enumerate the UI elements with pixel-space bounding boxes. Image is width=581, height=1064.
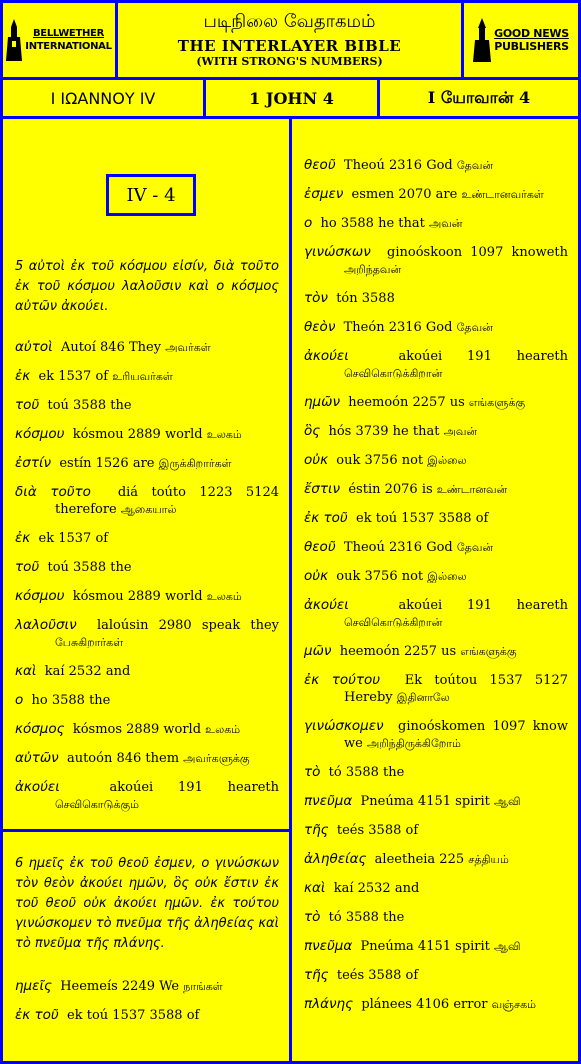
tamil-word: உண்டானவர்கள்	[461, 188, 544, 201]
left-column-lower	[3, 832, 289, 1061]
translation: diá toúto 1223 5124 therefore	[55, 485, 280, 517]
tamil-word: அறிந்தவன்	[344, 263, 402, 276]
interlinear-entry	[304, 764, 568, 781]
tamil-word: நாங்கள்	[183, 980, 223, 993]
tamil-word: அவர்களுக்கு	[183, 752, 250, 765]
translation: Theón 2316 God	[343, 320, 453, 335]
title-block	[118, 3, 461, 77]
translation: autoón 846 them	[66, 751, 180, 766]
interlinear-entry	[15, 779, 279, 813]
tamil-word: தேவன்	[456, 541, 494, 554]
translation: kaí 2532 and	[44, 664, 131, 679]
right-logo-line2: PUBLISHERS	[494, 40, 569, 53]
title-tamil: படிநிலை வேதாகமம்	[203, 11, 376, 32]
title-english: THE INTERLAYER BIBLE	[177, 37, 402, 55]
greek-word: αὐτῶν	[15, 750, 59, 766]
translation: Theoú 2316 God	[343, 540, 453, 555]
right-column	[292, 119, 578, 1061]
translation: teés 3588 of	[336, 968, 419, 983]
greek-word: ο	[304, 215, 313, 231]
greek-word: ἐκ τοῦ	[15, 1007, 59, 1023]
translation: kósmou 2889 world	[72, 427, 203, 442]
translation: tón 3588	[336, 291, 395, 306]
greek-word: τὸν	[304, 290, 328, 306]
greek-word: γινώσκομεν	[304, 718, 384, 734]
interlinear-entry	[304, 672, 568, 706]
greek-word: τὸ	[304, 909, 321, 925]
translation: ginoóskomen 1097 know we	[344, 719, 569, 751]
interlinear-entry	[304, 452, 568, 469]
translation: ginoóskoon 1097 knoweth	[387, 245, 568, 260]
greek-word: γινώσκων	[304, 244, 371, 260]
greek-word: ἐστίν	[15, 455, 52, 471]
greek-word: κόσμος	[15, 721, 65, 737]
tamil-word: அறிந்திருக்கிறோம்	[366, 737, 461, 750]
translation: ouk 3756 not	[336, 569, 424, 584]
interlinear-entry	[15, 721, 279, 738]
translation: ho 3588 the	[31, 693, 111, 708]
title-subtitle: (WITH STRONG'S NUMBERS)	[196, 55, 383, 68]
tamil-word: இருக்கிறார்கள்	[158, 457, 232, 470]
greek-word: καὶ	[304, 880, 326, 896]
interlinear-entry	[15, 1007, 279, 1024]
greek-word: ἀκούει	[304, 597, 349, 613]
ref-greek: I ΙΩΑΝΝΟΥ IV	[3, 80, 203, 116]
interlinear-entry	[304, 394, 568, 411]
translation: esmen 2070 are	[351, 187, 458, 202]
greek-word: κόσμου	[15, 588, 65, 604]
translation: tó 3588 the	[328, 765, 405, 780]
interlinear-entry	[15, 978, 279, 995]
translation: akoúei 191 heareth	[398, 598, 569, 613]
tamil-word: ஆவி	[494, 940, 521, 953]
verse-5-text: 5 αὐτοὶ ἐκ τοῦ κόσμου εἰσίν, διὰ τοῦτο ἐκ τοῦ κόσμου λαλοῦσιν καὶ ο κόσμος αὐτῶν ἀκούει.	[15, 259, 279, 314]
tamil-word: செவிகொடுக்கும்	[55, 798, 139, 811]
greek-word: κόσμου	[15, 426, 65, 442]
tamil-word: உரியவர்கள்	[112, 370, 173, 383]
interlinear-entry	[304, 215, 568, 232]
tamil-word: ஆகையால்	[120, 503, 177, 516]
interlinear-entry	[15, 530, 279, 547]
translation: Pneúma 4151 spirit	[360, 794, 490, 809]
interlinear-entry	[304, 880, 568, 897]
translation: heemoón 2257 us	[339, 644, 457, 659]
greek-word: ἀκούει	[15, 779, 60, 795]
interlinear-entry	[15, 663, 279, 680]
tamil-word: உண்டானவன்	[436, 483, 508, 496]
tamil-word: தேவன்	[456, 321, 493, 334]
bell-tower-icon	[6, 19, 22, 61]
chapter-verse-label: IV - 4	[106, 174, 196, 216]
right-logo-line1: GOOD NEWS	[494, 27, 569, 40]
interlinear-entry	[304, 822, 568, 839]
translation: heemoón 2257 us	[348, 395, 465, 410]
translation: Heemeís 2249 We	[60, 979, 180, 994]
interlinear-entry	[304, 643, 568, 660]
translation: ek 1537 of	[38, 369, 109, 384]
interlinear-entry	[304, 909, 568, 926]
ref-english: 1 JOHN 4	[206, 80, 377, 116]
greek-word: ἐκ τούτου	[304, 672, 381, 688]
translation: Theoú 2316 God	[343, 158, 453, 173]
tamil-word: இதினாலே	[396, 691, 450, 704]
translation: hós 3739 he that	[328, 424, 440, 439]
interlinear-entry	[15, 559, 279, 576]
interlinear-entry	[15, 750, 279, 767]
greek-word: θεὸν	[304, 319, 336, 335]
translation: toú 3588 the	[47, 398, 132, 413]
greek-word: ἐκ	[15, 530, 31, 546]
tamil-word: பேசுகிறார்கள்	[55, 636, 124, 649]
translation: ek toú 1537 3588 of	[67, 1008, 200, 1023]
greek-word: τοῦ	[15, 559, 40, 575]
tower-icon	[473, 18, 491, 62]
interlinear-entry	[304, 348, 568, 382]
interlinear-entry	[15, 588, 279, 605]
tamil-word: செவிகொடுக்கிறான்	[344, 367, 443, 380]
greek-word: οὐκ	[304, 568, 329, 584]
greek-word: πνεῦμα	[304, 938, 353, 954]
tamil-word: வஞ்சகம்	[491, 998, 536, 1011]
tamil-word: உலகம்	[206, 428, 242, 441]
interlinear-entry	[304, 423, 568, 440]
greek-word: πλάνης	[304, 996, 354, 1012]
tamil-word: எங்களுக்கு	[460, 645, 517, 658]
left-logo-line1: BELLWETHER	[32, 28, 104, 39]
tamil-word: செவிகொடுக்கிறான்	[344, 616, 443, 629]
verse-6-text: 6 ημεῖς ἐκ τοῦ θεοῦ ἐσμεν, ο γινώσκων τὸν θεὸν ἀκούει ημῶν, ὃς οὐκ ἔστιν ἐκ τοῦ θεοῦ οὐκ ἀκούει ημῶν. ἐκ τούτου γινώσκομεν τὸ πνεῦμα τῆς ἀληθείας καὶ τὸ πνεῦμα τῆς πλάνης.	[15, 856, 279, 951]
greek-word: ο	[15, 692, 24, 708]
translation: teés 3588 of	[336, 823, 419, 838]
translation: akoúei 191 heareth	[398, 349, 569, 364]
translation: Autoí 846 They	[60, 340, 162, 355]
greek-word: λαλοῦσιν	[15, 617, 77, 633]
translation: toú 3588 the	[47, 560, 132, 575]
translation: Pneúma 4151 spirit	[360, 939, 490, 954]
interlinear-entry	[304, 319, 568, 336]
greek-word: θεοῦ	[304, 539, 336, 555]
interlinear-entry	[304, 967, 568, 984]
greek-word: οὐκ	[304, 452, 329, 468]
interlinear-entry	[304, 186, 568, 203]
interlinear-entry	[15, 339, 279, 356]
translation: kósmou 2889 world	[72, 589, 203, 604]
tamil-word: அவர்கள்	[165, 341, 211, 354]
interlinear-entry	[15, 426, 279, 443]
greek-word: ἀληθείας	[304, 851, 367, 867]
tamil-word: ஆவி	[494, 795, 521, 808]
interlinear-entry	[304, 851, 568, 868]
left-column-upper	[3, 119, 289, 829]
interlinear-entry	[304, 539, 568, 556]
interlinear-entry	[15, 692, 279, 709]
left-logo-line2: INTERNATIONAL	[25, 41, 112, 52]
interlinear-entry	[304, 244, 568, 278]
greek-word: πνεῦμα	[304, 793, 353, 809]
greek-word: θεοῦ	[304, 157, 336, 173]
tamil-word: அவன்	[443, 425, 478, 438]
greek-word: ὃς	[304, 423, 321, 439]
tamil-word: தேவன்	[456, 159, 494, 172]
interlinear-entry	[15, 397, 279, 414]
greek-word: μῶν	[304, 643, 332, 659]
interlinear-entry	[304, 481, 568, 498]
greek-word: ἐσμεν	[304, 186, 344, 202]
greek-word: τῆς	[304, 967, 329, 983]
greek-word: διὰ τοῦτο	[15, 484, 91, 500]
greek-word: τῆς	[304, 822, 329, 838]
translation: éstin 2076 is	[348, 482, 433, 497]
translation: aleetheia 225	[374, 852, 465, 867]
translation: ek toú 1537 3588 of	[356, 511, 489, 526]
interlinear-entry	[304, 996, 568, 1013]
translation: estín 1526 are	[59, 456, 155, 471]
translation: ho 3588 he that	[320, 216, 425, 231]
greek-word: αὐτοὶ	[15, 339, 53, 355]
interlinear-entry	[304, 290, 568, 307]
translation: akoúei 191 heareth	[109, 780, 280, 795]
translation: tó 3588 the	[328, 910, 405, 925]
tamil-word: உலகம்	[206, 590, 242, 603]
right-logo	[464, 3, 578, 77]
interlinear-entry	[304, 597, 568, 631]
greek-word: ἐκ	[15, 368, 31, 384]
tamil-word: இல்லை	[427, 454, 467, 467]
translation: laloúsin 2980 speak they	[96, 618, 280, 633]
translation: plánees 4106 error	[361, 997, 488, 1012]
translation: ek 1537 of	[38, 531, 109, 546]
interlinear-entry	[15, 368, 279, 385]
greek-word: καὶ	[15, 663, 37, 679]
greek-word: τὸ	[304, 764, 321, 780]
greek-word: ἀκούει	[304, 348, 349, 364]
greek-word: ἐκ τοῦ	[304, 510, 348, 526]
interlinear-entry	[15, 455, 279, 472]
translation: kósmos 2889 world	[72, 722, 202, 737]
interlinear-entry	[15, 484, 279, 518]
interlinear-entry	[304, 157, 568, 174]
ref-tamil: I யோவான் 4	[380, 80, 578, 116]
greek-word: ημῶν	[304, 394, 340, 410]
translation: kaí 2532 and	[333, 881, 420, 896]
tamil-word: எங்களுக்கு	[468, 396, 526, 409]
tamil-word: சத்தியம்	[468, 853, 509, 866]
tamil-word: இல்லை	[427, 570, 467, 583]
interlinear-entry	[304, 938, 568, 955]
interlinear-entry	[304, 793, 568, 810]
interlinear-entry	[304, 718, 568, 752]
tamil-word: உலகம்	[205, 723, 241, 736]
interlinear-entry	[304, 510, 568, 527]
left-logo	[3, 3, 115, 77]
greek-word: τοῦ	[15, 397, 40, 413]
greek-word: ἔστιν	[304, 481, 341, 497]
translation: Ek toútou 1537 5127 Hereby	[344, 673, 568, 705]
greek-word: ημεῖς	[15, 978, 52, 994]
interlinear-entry	[15, 617, 279, 651]
tamil-word: அவன்	[429, 217, 463, 230]
translation: ouk 3756 not	[336, 453, 424, 468]
interlinear-entry	[304, 568, 568, 585]
